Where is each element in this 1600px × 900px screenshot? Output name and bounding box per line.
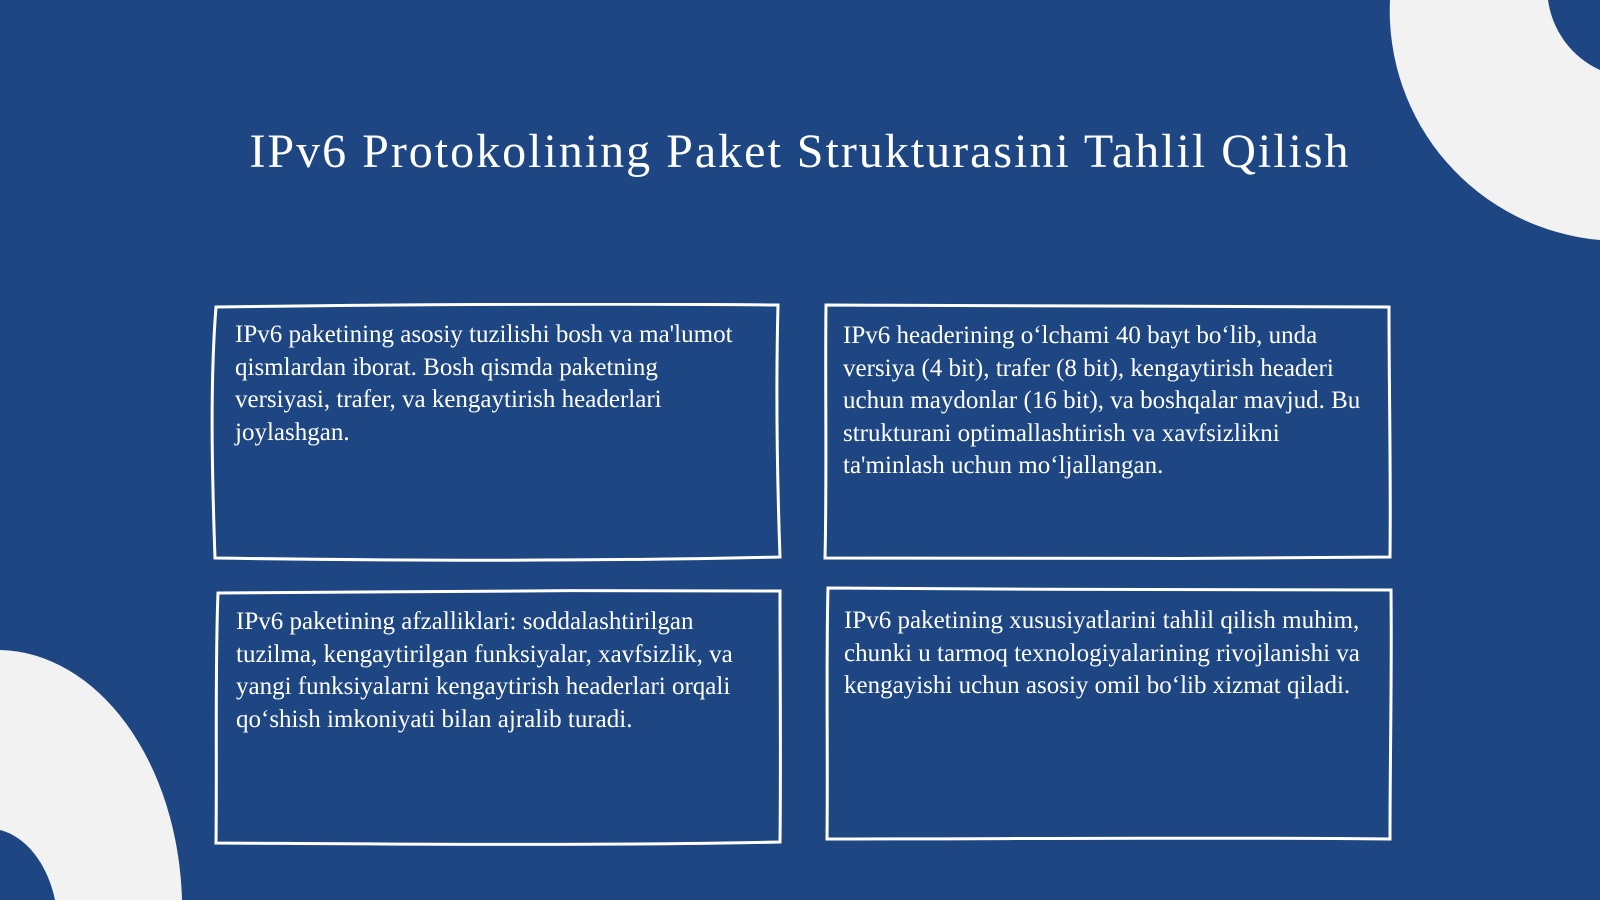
info-card-2: [823, 303, 1395, 563]
card-text: IPv6 headerining o‘lchami 40 bayt bo‘lib, unda versiya (4 bit), trafer (8 bit), kengaytirish headeri uchun maydonlar (16 bit), va boshqalar mavjud. Bu strukturani optimallashtirish va xavfsizlikni ta'minlash uchun mo‘ljallangan.: [843, 322, 1361, 479]
card-text: IPv6 paketining xususiyatlarini tahlil qilish muhim, chunki u tarmoq texnologiyalarining rivojlanishi va kengayishi uchun asosiy omil bo‘lib xizmat qiladi.: [844, 607, 1360, 699]
slide-title: IPv6 Protokolining Paket Strukturasini Tahlil Qilish: [249, 125, 1351, 178]
bottom-left-arc-shape: [0, 650, 182, 900]
info-card-3: [214, 588, 786, 848]
card-text: IPv6 paketining asosiy tuzilishi bosh va ma'lumot qismlardan iborat. Bosh qismda paketning versiyasi, trafer, va kengaytirish headerlari joylashgan.: [235, 321, 733, 446]
info-card-4: [824, 585, 1396, 845]
card-text: IPv6 paketining afzalliklari: soddalashtirilgan tuzilma, kengaytirilgan funksiyalar, xavfsizlik, va yangi funksiyalarni kengaytirish headerlari orqali qo‘shish imkoniyati bilan ajralib turadi.: [236, 608, 733, 733]
info-card-1: [210, 303, 782, 563]
